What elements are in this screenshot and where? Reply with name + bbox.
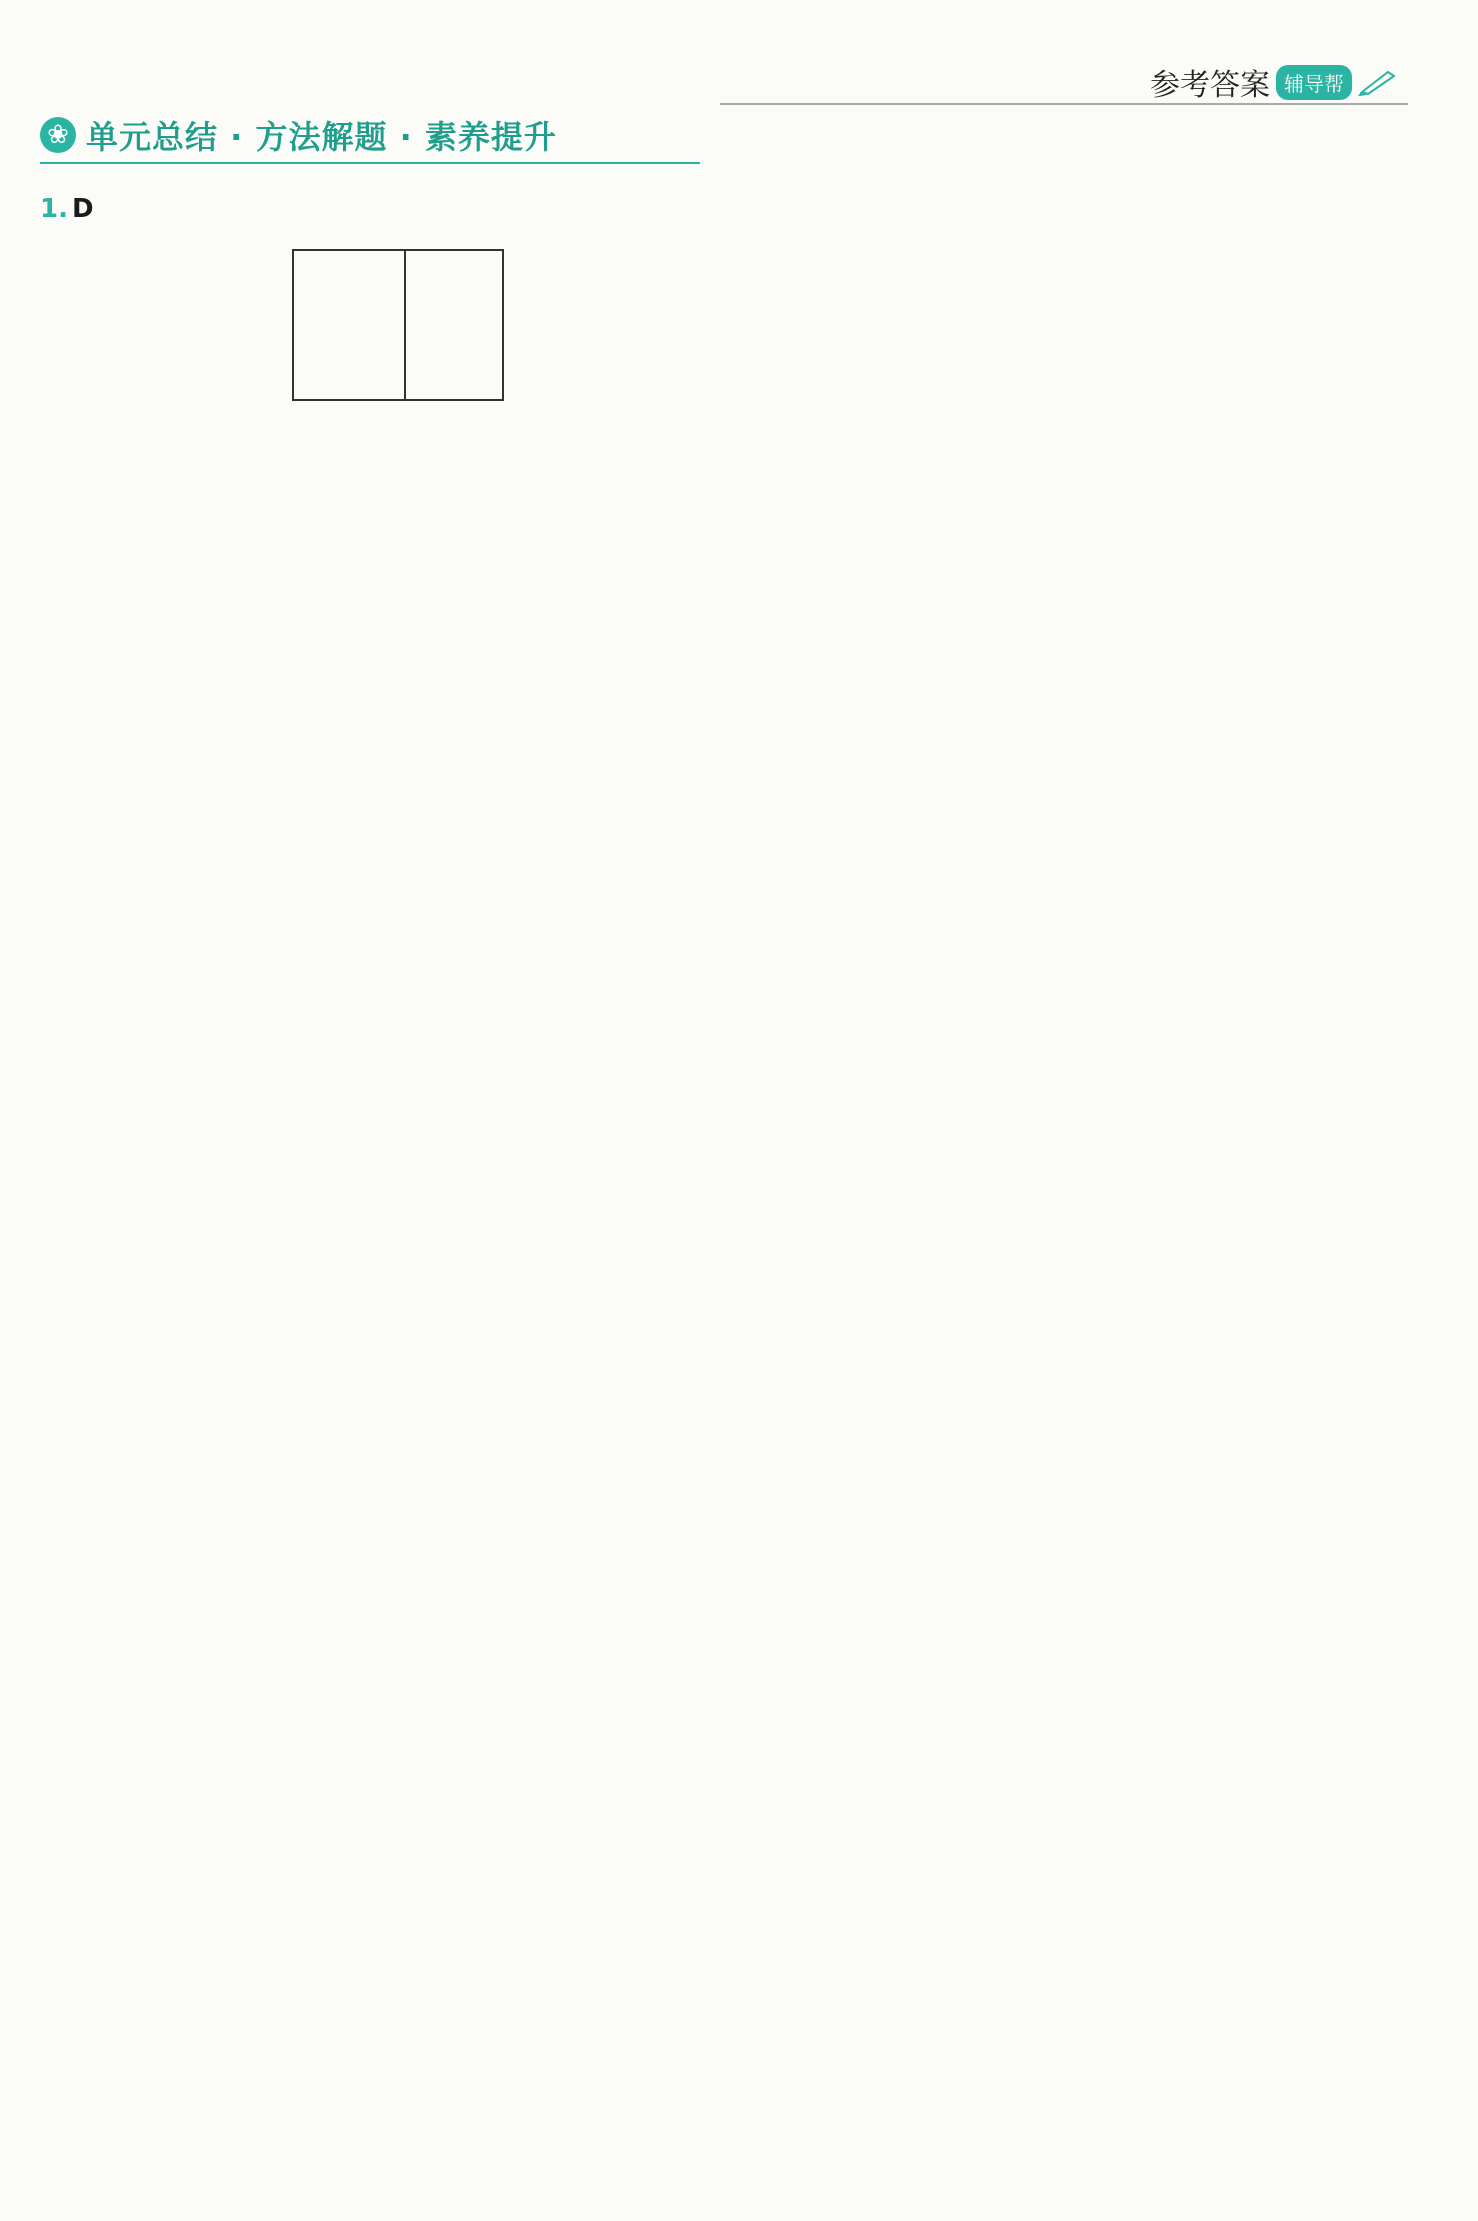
q1-answer	[40, 178, 700, 240]
pen-icon	[1358, 68, 1398, 96]
q1-answer-text: D	[71, 194, 94, 224]
q1-number: 1.	[40, 194, 68, 224]
header-rule	[720, 103, 1408, 105]
flower-icon: ❀	[40, 117, 76, 153]
left-column	[40, 110, 700, 410]
page-header	[1150, 60, 1398, 104]
header-title: 参考答案	[1150, 68, 1270, 103]
section-title: 单元总结 · 方法解题 · 素养提升	[86, 118, 557, 156]
q1-figure	[40, 240, 700, 410]
section-heading	[40, 112, 700, 164]
header-badge: 辅导帮	[1276, 65, 1352, 100]
